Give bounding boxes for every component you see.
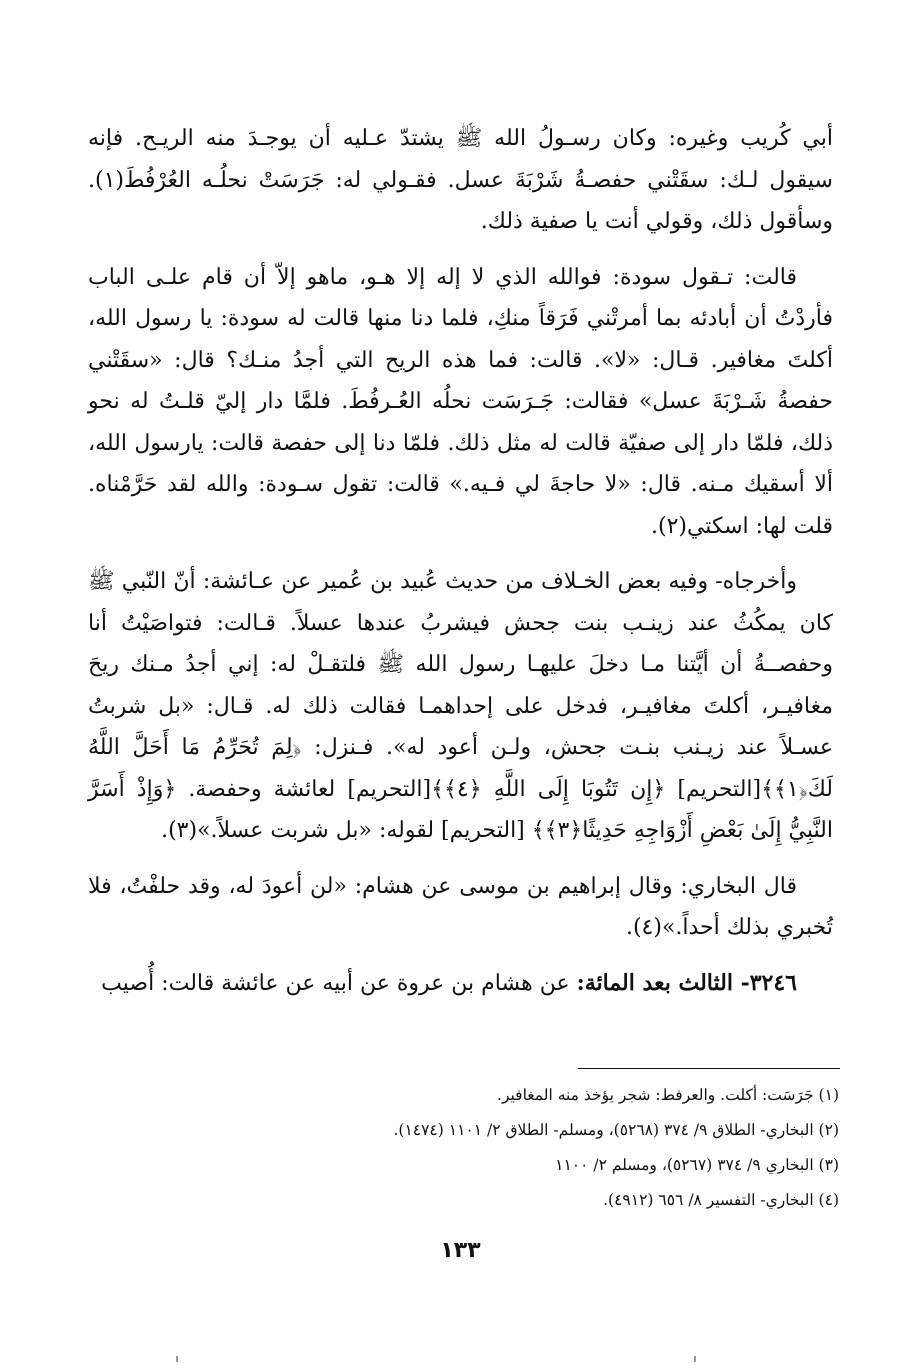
footnote-1: (١) جَرَسَت: أكلت. والعرفط: شجر يؤخذ منه المغافير. (497, 1086, 839, 1104)
hadith-number: ٣٢٤٦- الثالث بعد المائة: (576, 969, 797, 996)
main-text (88, 118, 833, 1018)
paragraph-1: أبي كُريب وغيره: وكان رسـولُ الله ﷺ يشتدّ عـليه أن يوجـدَ منه الريـح. فإنه سيقول لـك: سقَتْني حفصـةُ شَرْبَةَ عسل. فقـولي له: جَرَسَتْ نحلُـه العُرْفُطَ(١). وسأقول ذلك، وقولي أنت يا صفية ذلك. (88, 126, 833, 234)
hadith-text: عن هشام بن عروة عن أبيه عن عائشة قالت: أُصيب (101, 970, 570, 996)
scan-mark-right (694, 1356, 696, 1362)
footnotes (88, 1078, 839, 1218)
footnote-2: (٢) البخاري- الطلاق ٩/ ٣٧٤ (٥٢٦٨)، ومسلم- الطلاق ٢/ ١١٠١ (١٤٧٤). (393, 1121, 839, 1139)
footnote-3: (٣) البخاري ٩/ ٣٧٤ (٥٢٦٧)، ومسلم ٢/ ١١٠٠ (555, 1156, 839, 1174)
hadith-entry (88, 963, 833, 1005)
page-number: ١٣٣ (440, 1238, 481, 1263)
paragraph-4: قال البخاري: وقال إبراهيم بن موسى عن هشام: «لن أعودَ له، وقد حلفْتُ، فلا تُخبري بذلك أحداً.»(٤). (88, 873, 833, 940)
paragraph-2: قالت: تـقول سودة: فوالله الذي لا إله إلا هـو، ماهو إلاّ أن قام علـى الباب فأردْتُ أن أبادئه بما أمرتْني فَرَقاً منكِ، فلما دنا منها قالت له سودة: يا رسول الله، أكلتَ مغافير. قـال: «لا». قالت: فما هذه الريح التي أجدُ منـك؟ قال: «سقَتْني حفصةُ شَـرْبَةَ عسل» فقالت: جَـرَسَت نحلُه العُـرفُطَ. فلمَّا دار إليّ قلـتُ له نحو ذلك، فلمّا دار إلى صفيّة قالت له مثل ذلك. فلمّا دنا إلى حفصة قالت: يارسول الله، ألا أسقيك مـنه. قال: «لا حاجةَ لي فـيه.» قالت: تقول سـودة: والله لقد حَرَّمْناه. قلت لها: اسكتي(٢). (88, 264, 833, 539)
footnote-4: (٤) البخاري- التفسير ٨/ ٦٥٦ (٤٩١٢). (603, 1191, 839, 1209)
paragraph-3: وأخرجاه- وفيه بعض الخـلاف من حديث عُبيد بن عُمير عن عـائشة: أنّ النّبي ﷺ كان يمكُثُ عند زينـب بنت جحش فيشربُ عندها عسلاً. قـالت: فتواصَيْتُ أنا وحفصــةُ أن أيَّتنا مـا دخلَ عليهـا رسول الله ﷺ فلتقـلْ له: إني أجدُ مـنك ريحَ مغافيـر، أكلتَ مغافيـر، فدخل على إحداهمـا فقالت ذلك له. قـال: «بل شربتُ عسـلاً عند زيـنب بنـت جحش، ولـن أعود له». فـنزل: ﴿لِمَ تُحَرِّمُ مَا أَحَلَّ اللَّهُ لَكَ﴿١﴾﴾[التحريم] ﴿إِن تَتُوبَا إِلَى اللَّهِ ﴿٤﴾﴾[التحريم] لعائشة وحفصة. ﴿وَإِذْ أَسَرَّ النَّبِيُّ إِلَىٰ بَعْضِ أَزْوَاجِهِ حَدِيثًا﴿٣﴾﴾ [التحريم] لقوله: «بل شربت عسلاً.»(٣). (88, 569, 833, 843)
scan-mark-left (176, 1356, 178, 1362)
footnote-divider (578, 1068, 840, 1069)
